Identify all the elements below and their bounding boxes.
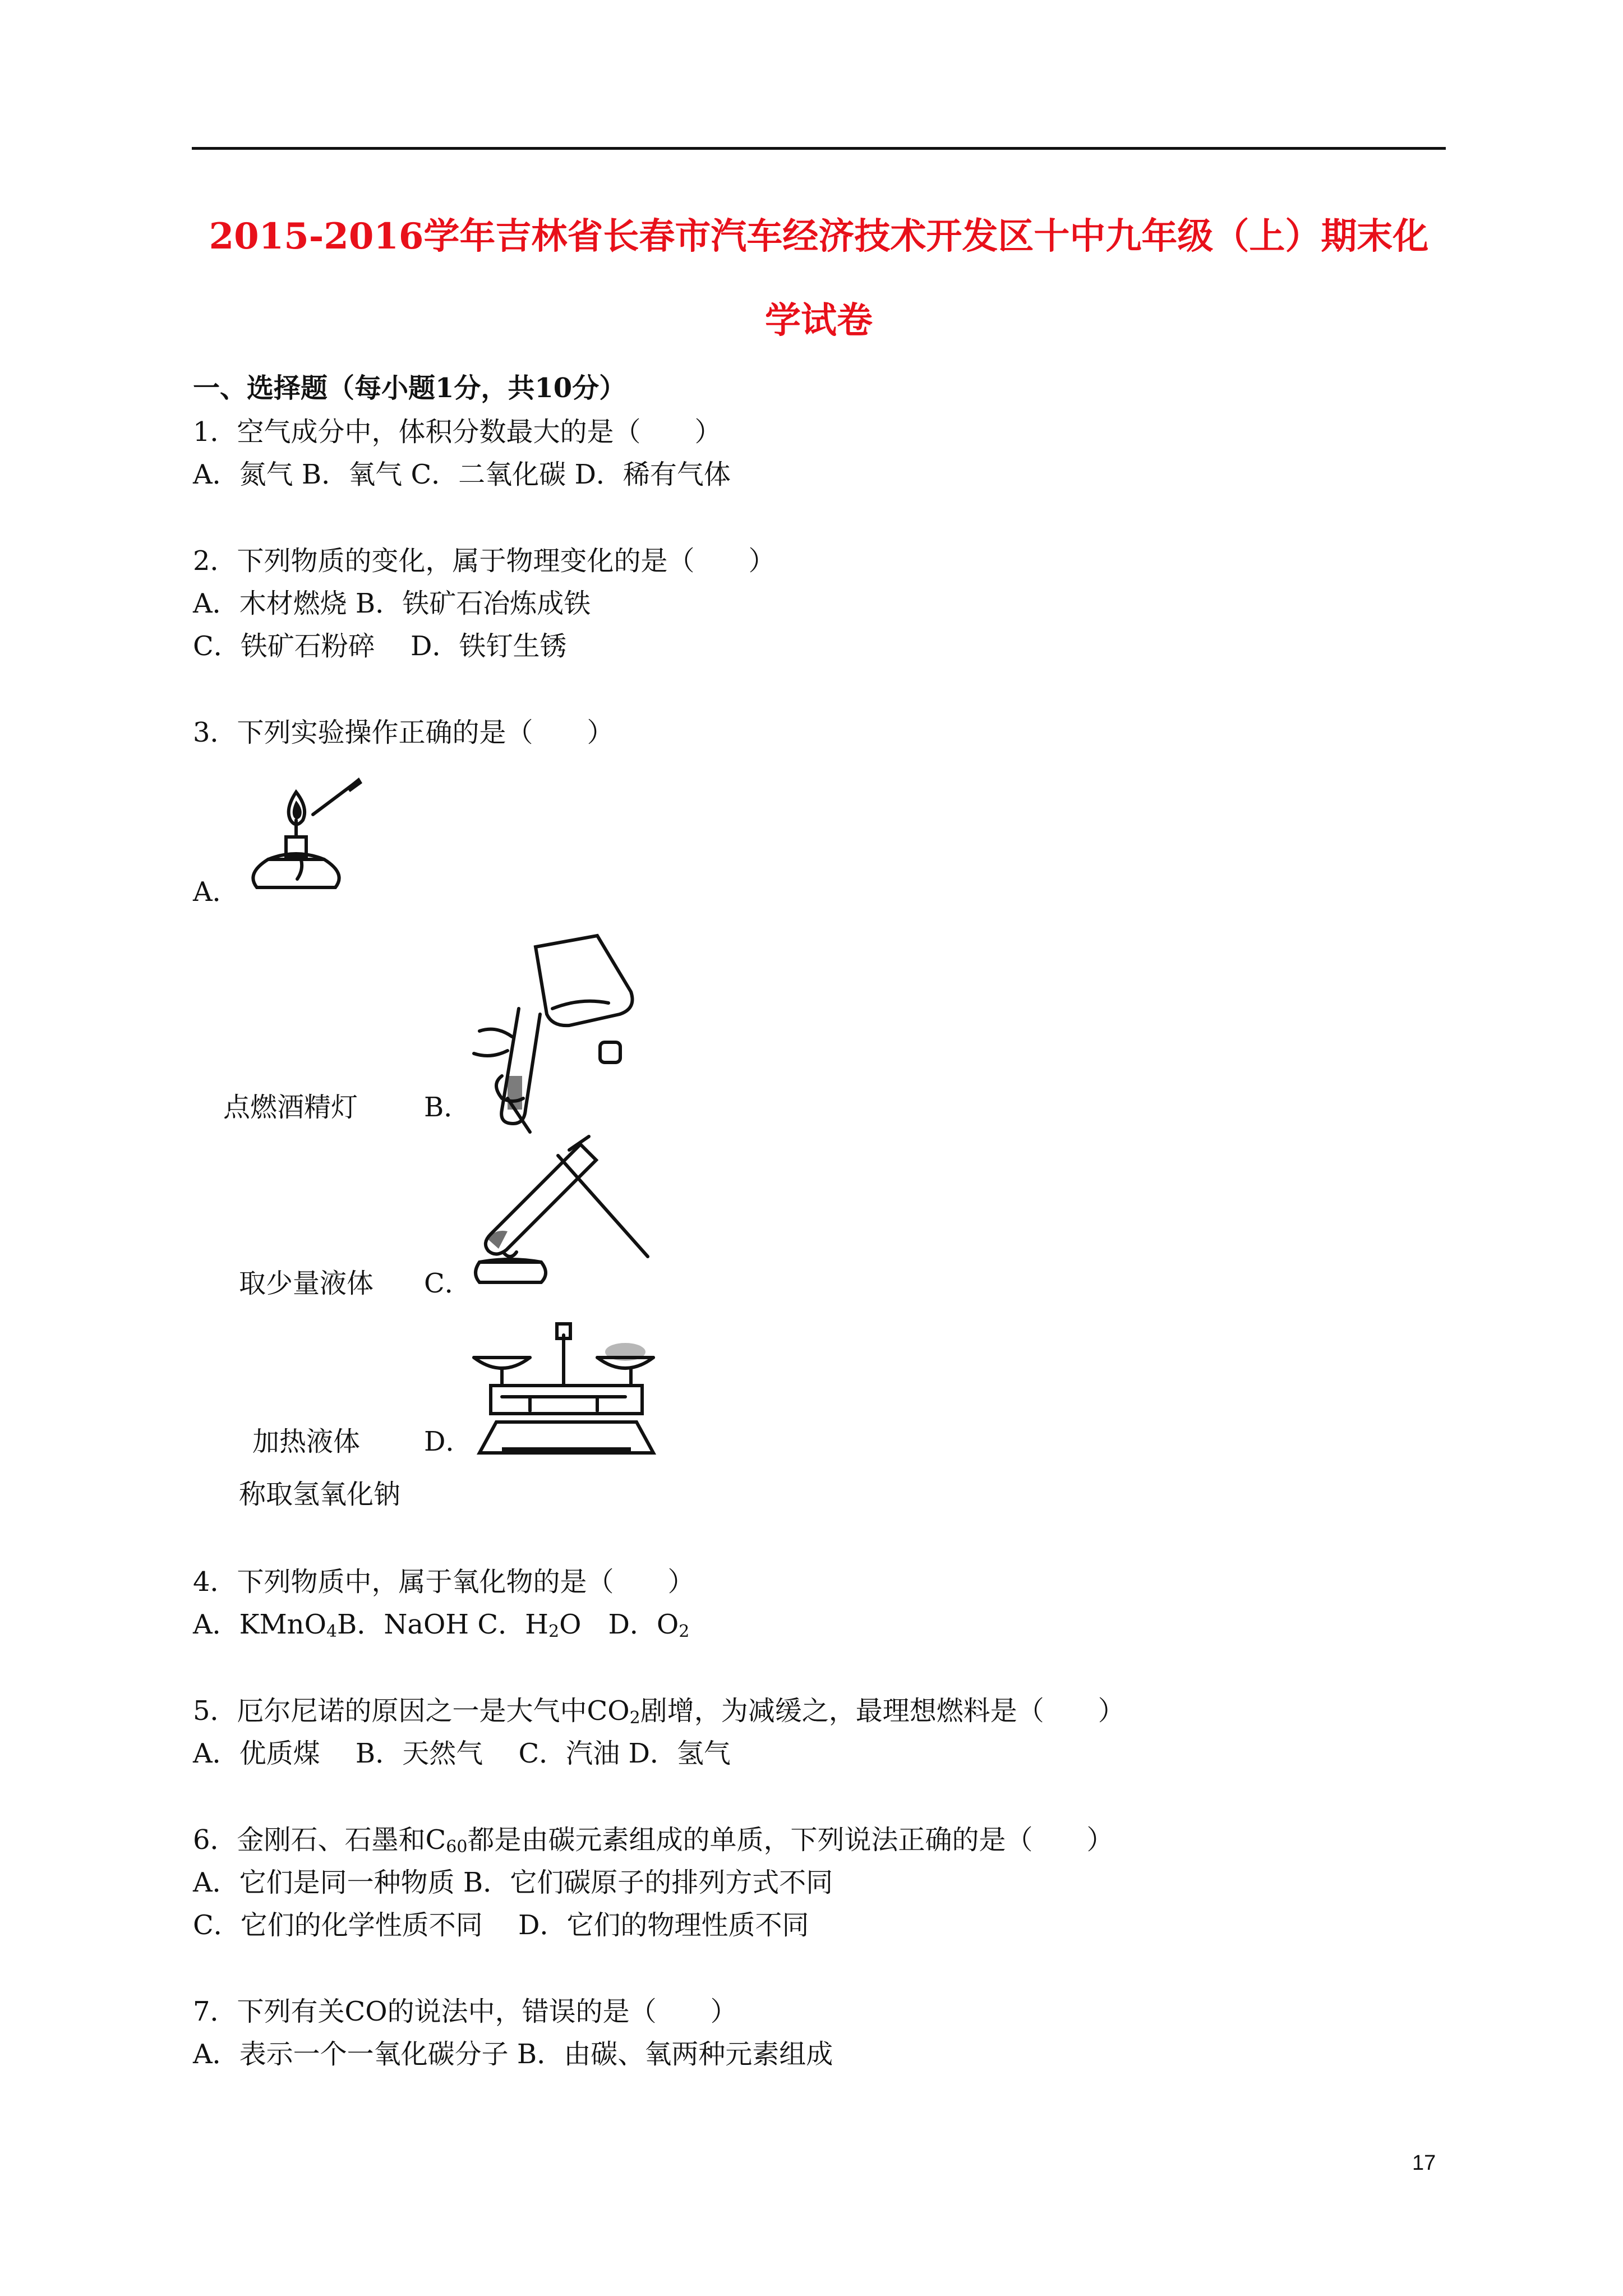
q4-opt-d-sub: 2 [679,1622,690,1641]
q3-option-c-caption: 加热液体 [252,1426,361,1457]
q4-opt-b: B．NaOH C．H [337,1609,548,1640]
q6-stem-pre: 6．金刚石、石墨和C [193,1824,446,1856]
heating-liquid-figure [468,1133,659,1290]
q4-options [193,1609,690,1641]
q3-option-a-caption: 点燃酒精灯 [223,1092,358,1123]
exam-title-line1: 2015-2016学年吉林省长春市汽车经济技术开发区十中九年级（上）期末化 [209,215,1429,257]
q3-option-b-caption: 取少量液体 [239,1268,374,1299]
q6-stem-sub: 60 [446,1837,468,1857]
q2-stem: 2．下列物质的变化，属于物理变化的是（ ） [193,545,776,577]
section-heading: 一、选择题（每小题1分，共10分） [193,372,626,404]
q6-options-2: C．它们的化学性质不同 D．它们的物理性质不同 [193,1910,809,1941]
q6-stem [193,1824,1114,1857]
q3-option-d-caption: 称取氢氧化钠 [239,1479,401,1510]
header-rule [192,147,1446,150]
q5-stem-pre: 5．厄尔尼诺的原因之一是大气中CO [193,1695,630,1727]
alcohol-lamp-figure [234,758,363,899]
q1-options: A．氮气 B．氧气 C．二氧化碳 D．稀有气体 [193,459,731,490]
q5-options: A．优质煤 B．天然气 C．汽油 D．氢气 [193,1738,731,1769]
q7-options-1: A．表示一个一氧化碳分子 B．由碳、氧两种元素组成 [193,2039,833,2070]
q3-stem: 3．下列实验操作正确的是（ ） [193,717,614,748]
q4-opt-a: A．KMnO [193,1609,326,1640]
exam-title-line2: 学试卷 [765,300,873,342]
q5-stem [193,1695,1125,1728]
q6-options-1: A．它们是同一种物质 B．它们碳原子的排列方式不同 [193,1867,833,1898]
q5-stem-post: 剧增，为减缓之，最理想燃料是（ ） [640,1695,1125,1727]
q7-stem: 7．下列有关CO的说法中，错误的是（ ） [193,1996,737,2027]
q6-stem-post: 都是由碳元素组成的单质，下列说法正确的是（ ） [467,1824,1114,1856]
q4-opt-c-tail: O D．O [559,1609,679,1640]
q4-stem: 4．下列物质中，属于氧化物的是（ ） [193,1566,695,1598]
q3-option-d-label: D． [424,1426,473,1457]
q2-options-1: A．木材燃烧 B．铁矿石冶炼成铁 [193,588,591,619]
q4-opt-c-sub: 2 [548,1622,560,1641]
q2-options-2: C．铁矿石粉碎 D．铁钉生锈 [193,631,567,662]
q1-stem: 1．空气成分中，体积分数最大的是（ ） [193,416,722,448]
q5-stem-sub: 2 [629,1708,640,1728]
q4-opt-a-sub: 4 [326,1622,338,1641]
page-number: 17 [1412,2151,1436,2175]
q3-option-b-label: B． [424,1092,471,1123]
test-tube-pouring-figure [468,930,659,1143]
q3-option-c-label: C． [424,1268,472,1299]
balance-figure [468,1313,670,1464]
q3-option-a-label: A． [193,876,239,908]
